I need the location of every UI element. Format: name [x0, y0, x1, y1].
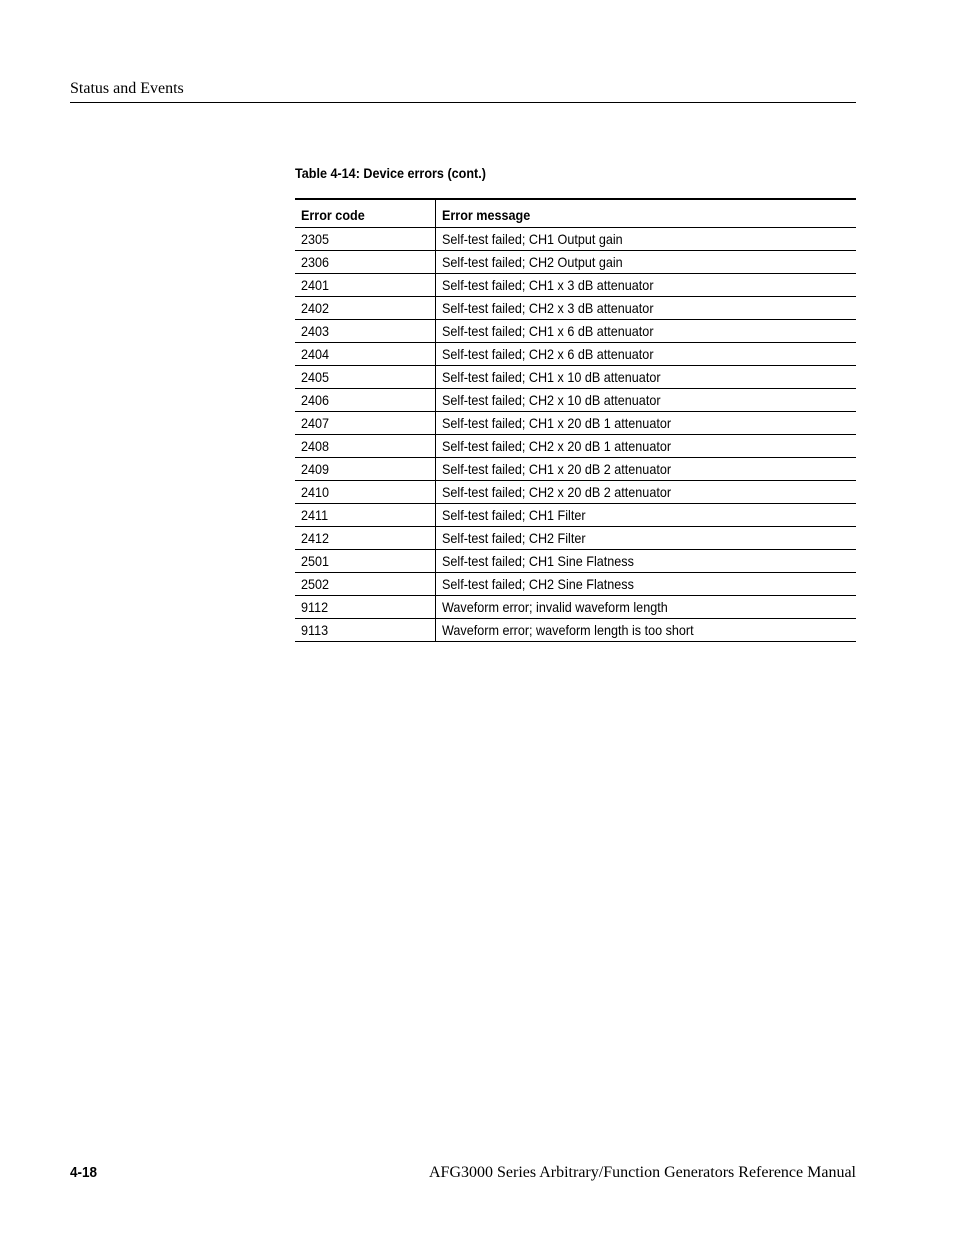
error-code-cell: 2410: [295, 481, 436, 504]
column-header-error-code: Error code: [295, 199, 436, 228]
error-message-cell: Self-test failed; CH2 Filter: [436, 527, 857, 550]
table-row: [295, 596, 856, 619]
error-message-cell: Self-test failed; CH1 Filter: [436, 504, 857, 527]
table-row: [295, 412, 856, 435]
error-code-cell: 2412: [295, 527, 436, 550]
error-message-cell: Self-test failed; CH1 x 6 dB attenuator: [436, 320, 857, 343]
error-code-cell: 2402: [295, 297, 436, 320]
column-header-error-message: Error message: [436, 199, 857, 228]
error-code-cell: 2408: [295, 435, 436, 458]
error-message-cell: Self-test failed; CH2 Sine Flatness: [436, 573, 857, 596]
error-message-cell: Self-test failed; CH2 x 10 dB attenuator: [436, 389, 857, 412]
table-header-row: [295, 199, 856, 228]
table-row: [295, 343, 856, 366]
table-caption: Table 4-14: Device errors (cont.): [295, 165, 486, 181]
page-number: 4-18: [70, 1164, 98, 1181]
error-code-cell: 2501: [295, 550, 436, 573]
running-header: [70, 79, 856, 103]
error-message-cell: Self-test failed; CH2 x 20 dB 1 attenuator: [436, 435, 857, 458]
device-errors-table: [295, 198, 856, 642]
table-row: [295, 228, 856, 251]
table-row: [295, 481, 856, 504]
error-message-cell: Waveform error; invalid waveform length: [436, 596, 857, 619]
table-row: [295, 389, 856, 412]
table-row: [295, 550, 856, 573]
table-row: [295, 619, 856, 642]
error-code-cell: 2401: [295, 274, 436, 297]
table-row: [295, 527, 856, 550]
error-message-cell: Self-test failed; CH1 x 20 dB 1 attenuator: [436, 412, 857, 435]
error-code-cell: 2405: [295, 366, 436, 389]
table-row: [295, 251, 856, 274]
error-code-cell: 9113: [295, 619, 436, 642]
error-code-cell: 2305: [295, 228, 436, 251]
manual-title: AFG3000 Series Arbitrary/Function Generators Reference Manual: [429, 1164, 856, 1181]
table-body: [295, 228, 856, 642]
error-message-cell: Self-test failed; CH1 x 20 dB 2 attenuator: [436, 458, 857, 481]
error-code-cell: 2306: [295, 251, 436, 274]
error-message-cell: Self-test failed; CH2 x 6 dB attenuator: [436, 343, 857, 366]
error-code-cell: 2502: [295, 573, 436, 596]
table-row: [295, 504, 856, 527]
error-message-cell: Waveform error; waveform length is too short: [436, 619, 857, 642]
table-row: [295, 320, 856, 343]
error-message-cell: Self-test failed; CH2 x 20 dB 2 attenuator: [436, 481, 857, 504]
table-row: [295, 366, 856, 389]
error-code-cell: 2407: [295, 412, 436, 435]
error-message-cell: Self-test failed; CH1 x 3 dB attenuator: [436, 274, 857, 297]
error-code-cell: 9112: [295, 596, 436, 619]
error-message-cell: Self-test failed; CH1 x 10 dB attenuator: [436, 366, 857, 389]
error-message-cell: Self-test failed; CH2 Output gain: [436, 251, 857, 274]
table-row: [295, 458, 856, 481]
table-row: [295, 297, 856, 320]
section-title: Status and Events: [70, 80, 184, 97]
error-code-cell: 2406: [295, 389, 436, 412]
table-row: [295, 435, 856, 458]
table-row: [295, 573, 856, 596]
error-code-cell: 2411: [295, 504, 436, 527]
error-code-cell: 2404: [295, 343, 436, 366]
table-row: [295, 274, 856, 297]
error-code-cell: 2409: [295, 458, 436, 481]
error-message-cell: Self-test failed; CH1 Output gain: [436, 228, 857, 251]
error-message-cell: Self-test failed; CH2 x 3 dB attenuator: [436, 297, 857, 320]
error-message-cell: Self-test failed; CH1 Sine Flatness: [436, 550, 857, 573]
error-code-cell: 2403: [295, 320, 436, 343]
